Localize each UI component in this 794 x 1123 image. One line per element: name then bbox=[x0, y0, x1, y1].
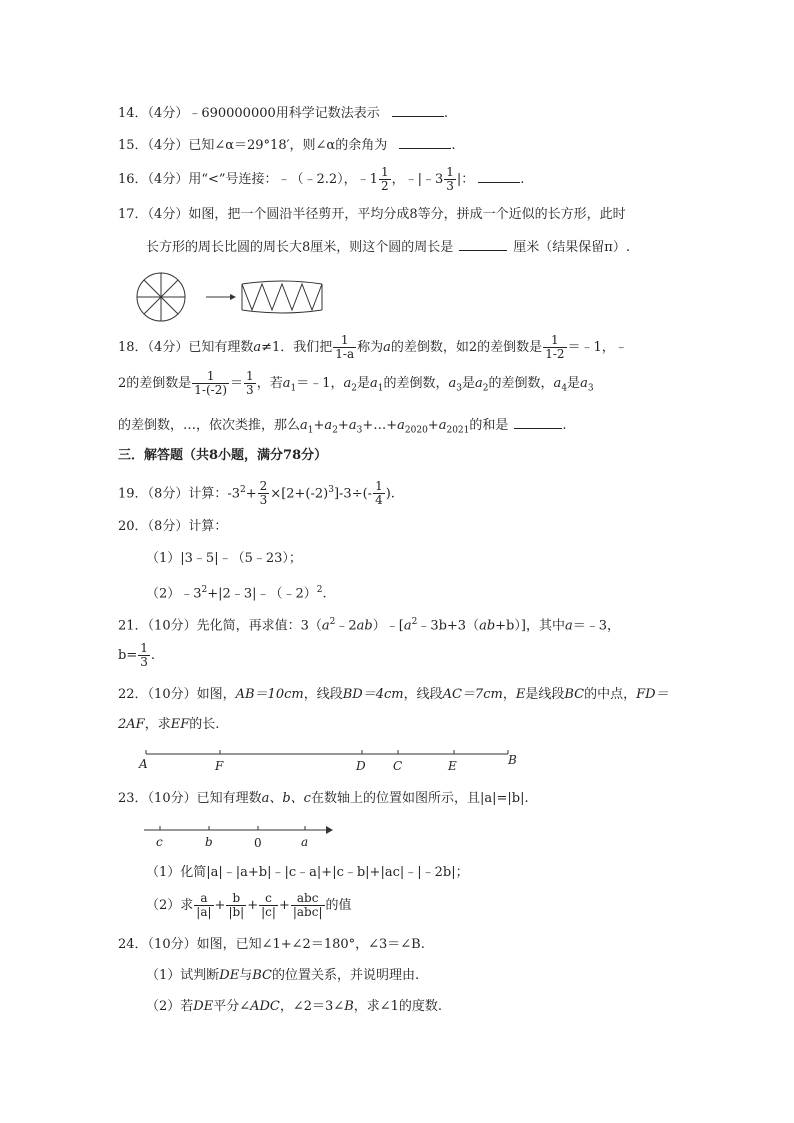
question-24: 24．（10分）如图，已知∠1+∠2＝180°，∠3＝∠B. bbox=[118, 937, 425, 952]
question-17-line2: 长方形的周长比圆的周长大8厘米，则这个圆的周长是 厘米（结果保留π）. bbox=[146, 240, 630, 255]
fraction: $\frac{1}{4}$ bbox=[375, 479, 383, 508]
point-label-e: E bbox=[448, 759, 457, 773]
question-18-line2: 2的差倒数是 $\frac{1}{1-(-2)}$ ＝ $\frac{1}{3}$ ，若$a_1=﹣1$，$a_2$是$a_1$的差倒数，$a_3$是$a_2$的差倒数，$a_4$是$a_3$ bbox=[118, 369, 594, 397]
arrow-icon bbox=[326, 826, 333, 834]
question-24-part1: （1）试判断DE与BC的位置关系，并说明理由. bbox=[146, 968, 420, 983]
segment-figure bbox=[136, 744, 526, 774]
question-16: 16．（4分）用“<”号连接：﹣（﹣2.2），﹣1 $\frac{1}{2}$ ，﹣|﹣3 $\frac{1}{3}$ |： . bbox=[118, 165, 525, 193]
question-14: 14．（4分）﹣690000000用科学记数法表示 . bbox=[118, 106, 449, 121]
question-21: 21．（10分）先化简，再求值：$3(a^2﹣2ab)﹣[a^2﹣3b+3(ab+b)]$，其中a＝﹣3， bbox=[118, 617, 620, 634]
fraction: $\frac{a}{|a|}$ bbox=[196, 891, 212, 919]
fraction: $\frac{1}{1-(-2)}$ bbox=[194, 369, 228, 397]
question-22-line2: 2AF，求EF的长. bbox=[118, 717, 220, 732]
question-15: 15．（4分）已知∠α＝29°18′，则∠α的余角为 . bbox=[118, 138, 456, 153]
section-title: 三．解答题（共8小题，满分78分） bbox=[118, 448, 328, 463]
fraction: $\frac{\text{abc}}{\text{|abc|}}$ bbox=[292, 891, 323, 919]
q-number: 14． bbox=[118, 106, 148, 121]
question-18-line3: 的差倒数，…，依次类推，那么$a_1+a_2+a_3+\dots+a_{2020}+a_{2021}$的和是 . bbox=[118, 418, 567, 436]
point-label-f: F bbox=[215, 759, 224, 773]
q-text: 已知∠α＝29°18′，则∠α的余角为 bbox=[188, 138, 388, 153]
fraction: $\frac{1}{3}$ bbox=[246, 369, 254, 397]
answer-blank[interactable] bbox=[459, 238, 507, 251]
question-20-part1: （1）|3﹣5|﹣（5﹣23）； bbox=[146, 551, 302, 566]
label-c: c bbox=[156, 835, 163, 849]
fraction: $\frac{1}{3}$ bbox=[140, 641, 148, 669]
circle-rectangle-figure bbox=[134, 270, 334, 324]
number-line bbox=[140, 820, 340, 854]
fraction: $\frac{1}{1-2}$ bbox=[545, 333, 565, 361]
question-23: 23．（10分）已知有理数a、b、c在数轴上的位置如图所示，且|a|=|b|. bbox=[118, 791, 529, 806]
question-22: 22．（10分）如图，AB＝10cm，线段BD＝4cm，线段AC＝7cm，E是线段BC的中点，FD＝ bbox=[118, 687, 669, 702]
answer-blank[interactable] bbox=[478, 170, 520, 183]
question-23-part1: （1）化简|a|﹣|a+b|﹣|c﹣a|+|c﹣b|+|ac|﹣|﹣2b|； bbox=[146, 865, 469, 880]
fraction: $\frac{1}{3}$ bbox=[446, 165, 454, 193]
point-label-b: B bbox=[508, 753, 517, 767]
point-label-a: A bbox=[139, 757, 148, 771]
label-a: a bbox=[301, 835, 309, 849]
divided-circle bbox=[137, 273, 185, 321]
q-score: （4分） bbox=[147, 106, 189, 121]
question-20-part2: $(2)﹣3^2+|2﹣3|﹣(﹣2)^2$. bbox=[146, 585, 327, 602]
label-zero: 0 bbox=[254, 836, 262, 850]
fraction: $\frac{b}{|b|}$ bbox=[228, 891, 245, 919]
approx-rectangle bbox=[242, 281, 322, 313]
answer-blank[interactable] bbox=[392, 104, 444, 117]
answer-blank[interactable] bbox=[399, 136, 451, 149]
fraction: $\frac{1}{1-a}$ bbox=[335, 333, 355, 361]
question-20: 20．（8分）计算： bbox=[118, 519, 228, 534]
question-23-part2: （2）求 $\frac{a}{|a|}$ + $\frac{b}{|b|}$ + $\frac{c}{|c|}$ + $\frac{\text{abc}}{\text{|abc|}}$ 的值 bbox=[146, 891, 352, 919]
question-21-line2: b= $\frac{1}{3}$ . bbox=[118, 641, 155, 669]
point-label-d: D bbox=[356, 759, 366, 773]
question-17: 17．（4分）如图，把一个圆沿半径剪开，平均分成8等分，拼成一个近似的长方形，此时 bbox=[118, 207, 626, 222]
q-text: ﹣690000000用科学记数法表示 bbox=[188, 106, 380, 121]
fraction: $\frac{1}{2}$ bbox=[380, 165, 389, 193]
question-24-part2: （2）若DE平分∠ADC，∠2＝3∠B，求∠1的度数. bbox=[146, 999, 443, 1014]
fraction: $\frac{c}{|c|}$ bbox=[261, 891, 276, 919]
fraction: $\frac{2}{3}$ bbox=[259, 479, 268, 508]
question-19: 19．（8分）计算：$-3^2+$ $\frac{2}{3}$ $\times[2+(-2)^3]-3\div(-$ $\frac{1}{4}$ ). bbox=[118, 479, 395, 508]
arrow-icon bbox=[206, 294, 236, 300]
question-18: 18．（4分）已知有理数a≠1．我们把 $\frac{1}{1-a}$ 称为a的差倒数，如2的差倒数是 $\frac{1}{1-2}$ ＝﹣1，﹣ bbox=[118, 333, 628, 361]
point-label-c: C bbox=[393, 759, 403, 773]
answer-blank[interactable] bbox=[514, 416, 562, 429]
label-b: b bbox=[205, 835, 213, 849]
